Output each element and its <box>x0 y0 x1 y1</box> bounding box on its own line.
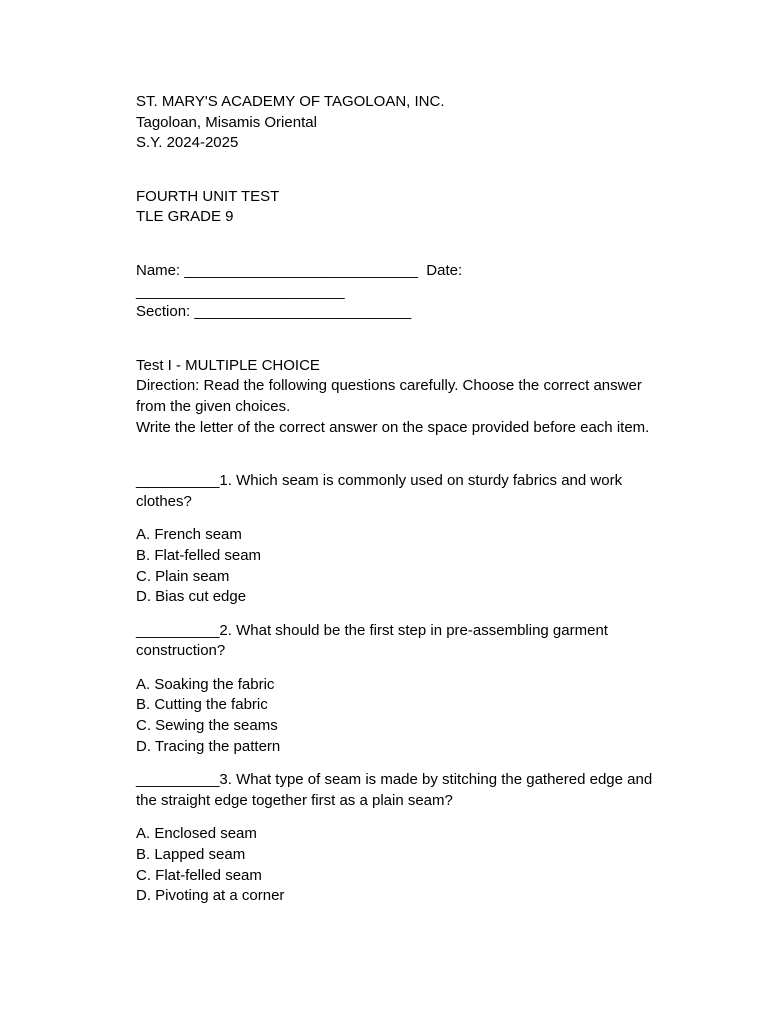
question-3 <box>136 770 666 907</box>
test-title: FOURTH UNIT TEST <box>136 187 280 205</box>
part-heading: Test I - MULTIPLE CHOICE <box>136 356 320 374</box>
answer-option: B. Lapped seam <box>136 846 246 864</box>
instruction-text: Write the letter of the correct answer on the space provided before each item. <box>136 418 650 436</box>
answer-option: A. French seam <box>136 526 242 544</box>
school-location: Tagoloan, Misamis Oriental <box>136 113 317 131</box>
question-stem: __________2. What should be the first step in pre-assembling garment construction? <box>136 621 613 660</box>
answer-option: D. Bias cut edge <box>136 588 247 606</box>
spacer <box>136 154 666 187</box>
question-1 <box>136 471 666 608</box>
answer-option: A. Soaking the fabric <box>136 675 275 693</box>
answer-option: B. Flat-felled seam <box>136 546 262 564</box>
answer-option: C. Sewing the seams <box>136 717 278 735</box>
direction-text: Direction: Read the following questions carefully. Choose the correct answer from the given choices. <box>136 377 646 415</box>
answer-option: C. Flat-felled seam <box>136 866 262 884</box>
answer-option: D. Tracing the pattern <box>136 737 281 755</box>
spacer <box>136 323 666 356</box>
section-field: Section: __________________________ <box>136 303 412 321</box>
answer-option: A. Enclosed seam <box>136 825 257 843</box>
school-name: ST. MARY'S ACADEMY OF TAGOLOAN, INC. <box>136 93 445 110</box>
test-subject: TLE GRADE 9 <box>136 208 234 226</box>
answer-option: B. Cutting the fabric <box>136 696 268 714</box>
name-date-field: Name: ____________________________ Date: <box>136 261 467 279</box>
spacer <box>136 438 666 471</box>
spacer <box>136 228 666 261</box>
question-stem: __________3. What type of seam is made by stitching the gathered edge and the straight edge together first as a plain seam? <box>136 771 657 809</box>
answer-option: C. Plain seam <box>136 567 230 585</box>
date-field-line: _________________________ <box>136 282 345 300</box>
question-2 <box>136 621 666 758</box>
school-year: S.Y. 2024-2025 <box>136 134 239 152</box>
answer-option: D. Pivoting at a corner <box>136 887 285 905</box>
question-stem: __________1. Which seam is commonly used on sturdy fabrics and work clothes? <box>136 472 627 510</box>
document-page <box>136 92 666 907</box>
